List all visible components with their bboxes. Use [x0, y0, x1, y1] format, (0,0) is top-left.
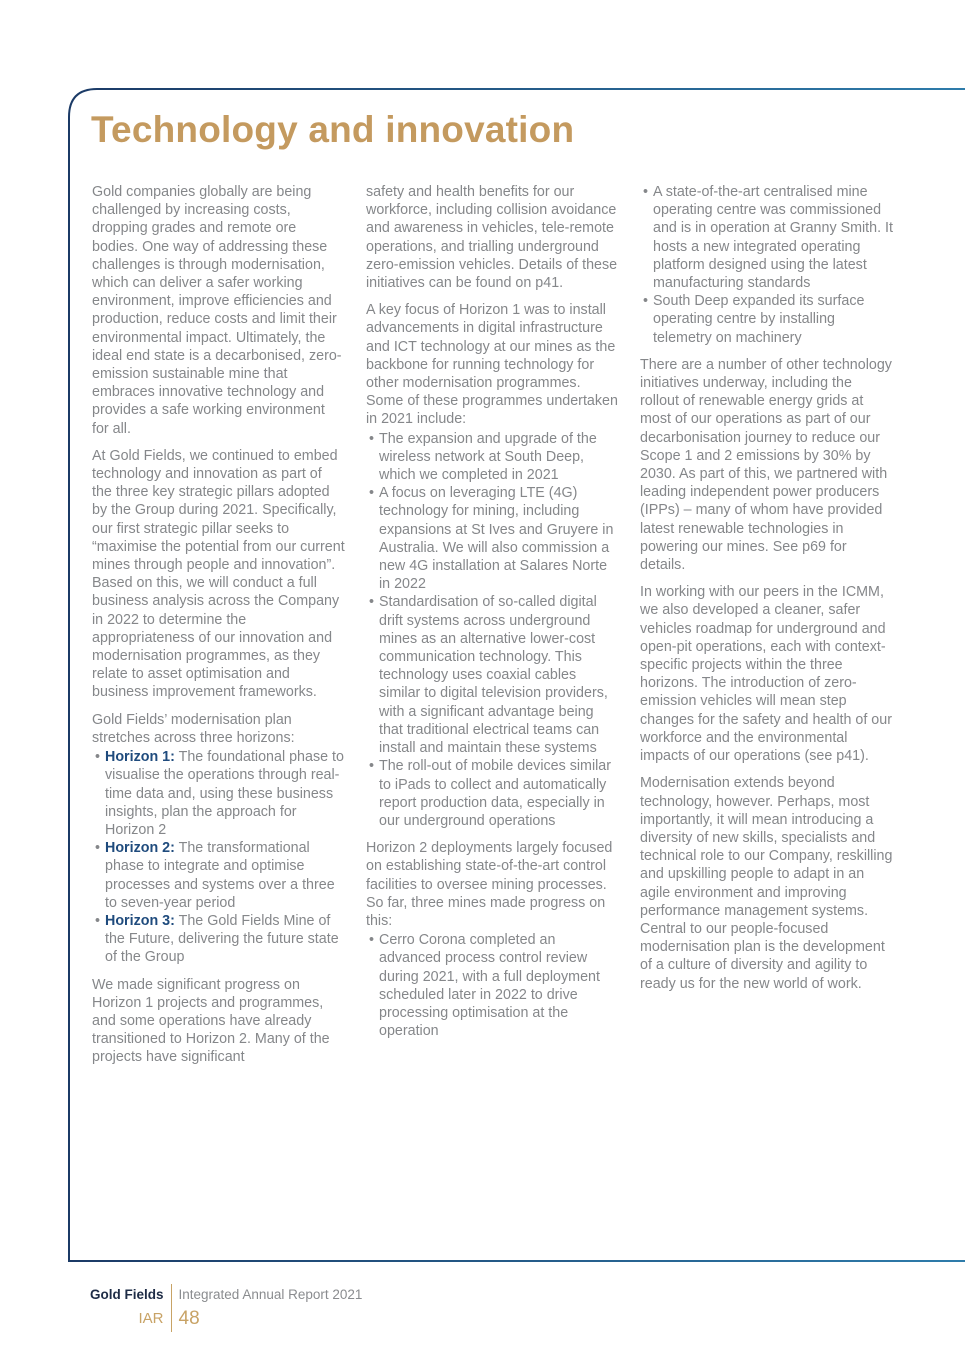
list-item: [92, 912, 345, 967]
bullet-body: The foundational phase to visualise the operations through real-time data and, using these business insights, plan the approach for Horizon 2: [105, 749, 344, 838]
bullet-lead: Horizon 1:: [105, 749, 175, 766]
mines-progress-list-continued: [640, 183, 893, 347]
paragraph: A key focus of Horizon 1 was to install advancements in digital infrastructure and ICT technology at our mines as the backbone for running technology for other modernisation programmes. Some of these programmes undertaken in 2021 include:: [366, 302, 618, 428]
mines-progress-list: [366, 931, 619, 1040]
column-1: [92, 183, 345, 1076]
footer-brand: Gold Fields: [90, 1287, 164, 1302]
paragraph: Gold Fields’ modernisation plan stretches across three horizons:: [92, 711, 295, 746]
bullet-text: A state-of-the-art centralised mine operating centre was commissioned and is in operation at Granny Smith. It hosts a new integrated operating platform designed using the latest manufacturing standards: [653, 184, 893, 292]
bullet-lead: Horizon 3:: [105, 912, 175, 929]
bullet-text: A focus on leveraging LTE (4G) technology for mining, including expansions at St Ives and Gruyere in Australia. We will also commission a new 4G installation at Salares Norte in 2022: [379, 485, 614, 593]
bullet-text: South Deep expanded its surface operating centre by installing telemetry on machinery: [653, 293, 865, 346]
bullet-body: The Gold Fields Mine of the Future, delivering the future state of the Group: [105, 912, 339, 966]
bullet-icon: •: [369, 932, 375, 949]
bullet-icon: •: [643, 293, 649, 310]
list-item: [366, 593, 619, 757]
list-item: [366, 484, 619, 593]
bullet-text: The roll-out of mobile devices similar to iPads to collect and automatically report production data, especially in our underground operations: [379, 758, 612, 829]
bullet-text: Cerro Corona completed an advanced process control review during 2021, with a full deployment scheduled later in 2022 to drive processing optimisation at the operation: [379, 932, 600, 1040]
bullet-text: [105, 748, 345, 839]
bullet-icon: •: [369, 594, 375, 611]
bullet-text: Standardisation of so-called digital drift systems across underground mines as an alternative lower-cost communication technology. This technology uses coaxial cables similar to digital television providers, with a significant advantage being that traditional electrical teams can install and maintain these systems: [379, 594, 608, 757]
list-item: [366, 430, 619, 485]
column-3: [640, 183, 893, 1076]
footer-right: [172, 1284, 363, 1332]
bullet-body: The transformational phase to integrate and optimise processes and systems over a three to seven-year period: [105, 840, 335, 911]
bullet-icon: •: [643, 184, 649, 200]
paragraph: There are a number of other technology initiatives underway, including the rollout of renewable energy grids at most of our operations as part of our decarbonisation journey to reduce our Scope 1 and 2 emissions by 30% by 2030. As part of this, we partnered with leading independent power producers (IPPs) – many of whom have provided latest renewable technologies in powering our mines. See p69 for details.: [640, 356, 892, 574]
paragraph: We made significant progress on Horizon 1 projects and programmes, and some operations have already transitioned to Horizon 2. Many of the projects have significant: [92, 976, 330, 1066]
horizons-list: [92, 748, 345, 966]
bullet-icon: •: [369, 758, 375, 775]
paragraph: Horizon 2 deployments largely focused on establishing state-of-the-art control facilities to oversee mining processes. So far, three mines made progress on this:: [366, 840, 613, 929]
bullet-icon: •: [95, 749, 101, 766]
page-footer: [90, 1284, 362, 1332]
bullet-text: The expansion and upgrade of the wireless network at South Deep, which we completed in 2021: [379, 430, 597, 484]
column-2: [366, 183, 619, 1076]
list-item: [366, 757, 619, 830]
article-body: [92, 183, 893, 1076]
programmes-list: [366, 430, 619, 830]
bullet-lead: Horizon 2:: [105, 840, 175, 857]
bullet-icon: •: [95, 840, 101, 857]
bullet-text: [105, 839, 345, 912]
footer-divider: [90, 1284, 172, 1332]
bullet-icon: •: [369, 430, 375, 447]
list-item: [640, 292, 893, 347]
paragraph: In working with our peers in the ICMM, we also developed a cleaner, safer vehicles roadmap for underground and open-pit operations, each with context-specific projects within the three horizons. The introduction of zero-emission vehicles will mean step changes for the safety and health of our workforce and the environmental impacts of our operations (see p41).: [640, 584, 892, 765]
bullet-text: [105, 912, 345, 967]
paragraph: safety and health benefits for our workforce, including collision avoidance and awareness in vehicles, tele-remote operations, and trialling underground zero-emission vehicles. Details of these initiatives can be found on p41.: [366, 184, 618, 292]
list-item: [640, 183, 893, 292]
bullet-icon: •: [369, 485, 375, 502]
paragraph: Modernisation extends beyond technology, however. Perhaps, most importantly, it will mean introducing a diversity of new skills, specialists and technical role to our Company, reskilling and upskilling people to adapt in an agile environment and improving performance management systems. Central to our people-focused modernisation plan is the development of a culture of diversity and agility to ready us for the new world of work.: [640, 775, 893, 992]
list-item: [366, 931, 619, 1040]
page-number: 48: [178, 1308, 200, 1329]
footer-report-title: Integrated Annual Report 2021: [178, 1287, 363, 1302]
paragraph: Gold companies globally are being challenged by increasing costs, dropping grades and remote ore bodies. One way of addressing these challenges is through modernisation, which can deliver a safer working environment, improve efficiencies and production, reduce costs and limit their environmental impact. Ultimately, the ideal end state is a decarbonised, zero-emission sustainable mine that embraces innovative technology and provides a safe working environment for all.: [92, 184, 342, 437]
footer-report-code: IAR: [138, 1310, 164, 1327]
list-item: [92, 748, 345, 839]
paragraph: At Gold Fields, we continued to embed technology and innovation as part of the three key strategic pillars adopted by the Group during 2021. Specifically, our first strategic pillar seeks to “maximise the potential from our current mines through people and innovation”. Based on this, we will conduct a full business analysis across the Company in 2022 to determine the appropriateness of our innovation and modernisation programmes, as they relate to asset optimisation and business improvement frameworks.: [92, 447, 345, 701]
page-title: Technology and innovation: [91, 109, 575, 150]
bullet-icon: •: [95, 912, 101, 929]
list-item: [92, 839, 345, 912]
